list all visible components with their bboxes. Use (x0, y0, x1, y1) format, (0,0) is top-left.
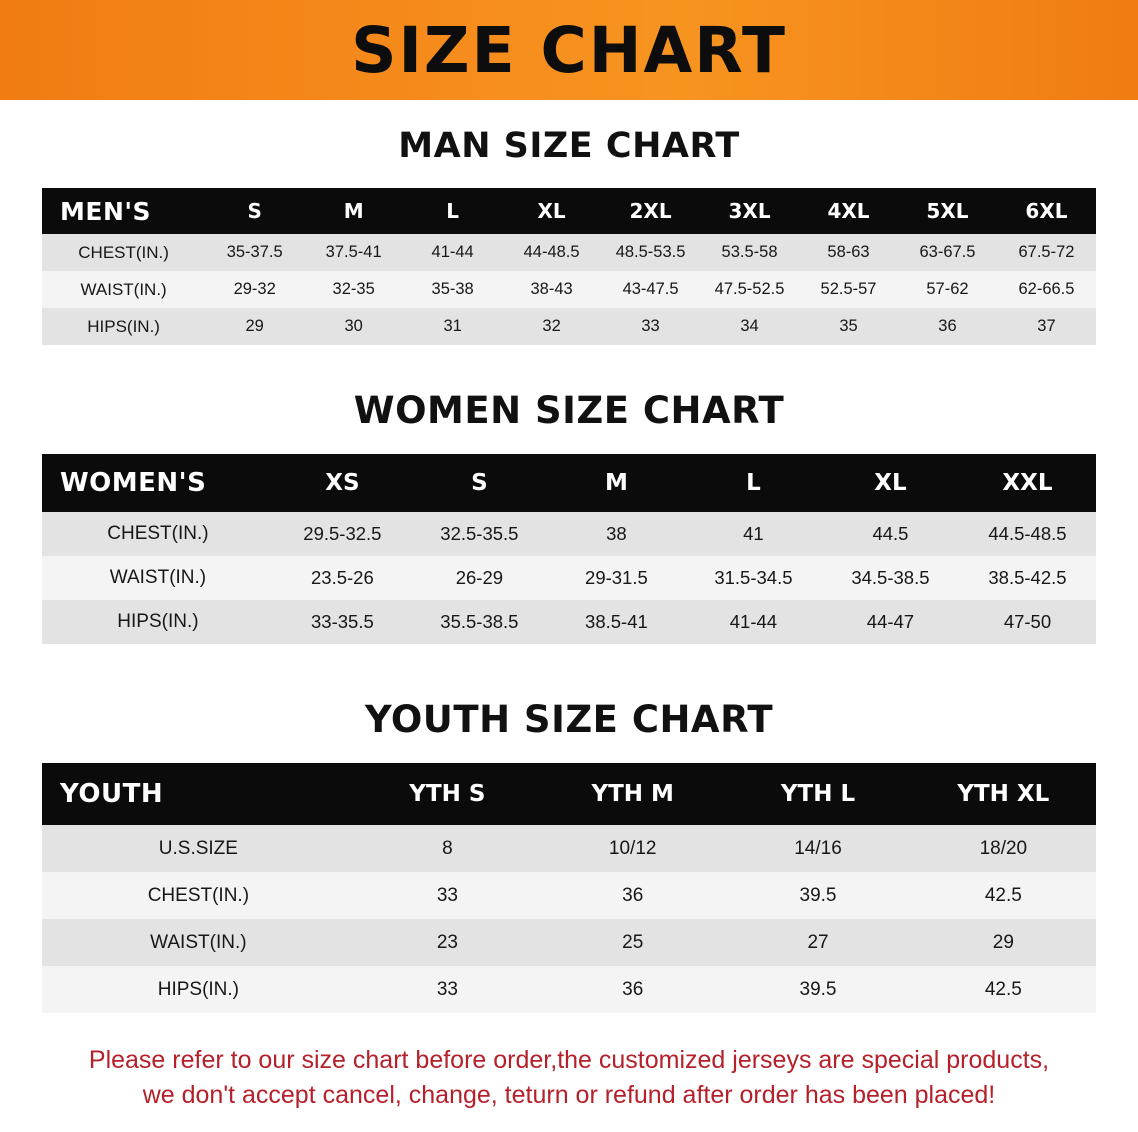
table-cell: 33 (355, 966, 540, 1013)
table-cell: 33-35.5 (274, 600, 411, 644)
table-cell: 34 (700, 308, 799, 345)
table-cell: 35 (799, 308, 898, 345)
column-header: YTH S (355, 763, 540, 825)
column-header: YTH L (725, 763, 910, 825)
banner (0, 0, 1138, 100)
row-label: U.S.SIZE (42, 825, 355, 872)
table-cell: 47.5-52.5 (700, 271, 799, 308)
table-cell: 23.5-26 (274, 556, 411, 600)
column-header: 4XL (799, 188, 898, 234)
table-cell: 42.5 (911, 966, 1096, 1013)
column-header: WOMEN'S (42, 454, 274, 512)
column-header: YTH M (540, 763, 725, 825)
table-cell: 44-48.5 (502, 234, 601, 271)
column-header: YOUTH (42, 763, 355, 825)
table-cell: 38 (548, 512, 685, 556)
table-cell: 32 (502, 308, 601, 345)
table-cell: 23 (355, 919, 540, 966)
row-label: WAIST(IN.) (42, 556, 274, 600)
table-cell: 62-66.5 (997, 271, 1096, 308)
column-header: XS (274, 454, 411, 512)
row-label: HIPS(IN.) (42, 600, 274, 644)
column-header: XXL (959, 454, 1096, 512)
column-header: 3XL (700, 188, 799, 234)
column-header: YTH XL (911, 763, 1096, 825)
table-header-row (42, 454, 1096, 512)
table-cell: 14/16 (725, 825, 910, 872)
table-cell: 38.5-41 (548, 600, 685, 644)
column-header: M (304, 188, 403, 234)
table-cell: 18/20 (911, 825, 1096, 872)
table-cell: 32-35 (304, 271, 403, 308)
table-cell: 33 (355, 872, 540, 919)
table-cell: 52.5-57 (799, 271, 898, 308)
disclaimer-line-2: we don't accept cancel, change, teturn or refund after order has been placed! (142, 1080, 996, 1109)
column-header: L (403, 188, 502, 234)
table-cell: 44-47 (822, 600, 959, 644)
table-cell: 43-47.5 (601, 271, 700, 308)
table-row (42, 308, 1096, 345)
women-section-heading: WOMEN SIZE CHART (353, 389, 785, 432)
table-cell: 36 (898, 308, 997, 345)
table-cell: 44.5-48.5 (959, 512, 1096, 556)
table-header-row (42, 188, 1096, 234)
table-row (42, 600, 1096, 644)
column-header: 5XL (898, 188, 997, 234)
table-cell: 29 (205, 308, 304, 345)
youth-table-wrap (42, 763, 1096, 1013)
column-header: S (205, 188, 304, 234)
table-cell: 47-50 (959, 600, 1096, 644)
table-row (42, 825, 1096, 872)
table-cell: 42.5 (911, 872, 1096, 919)
table-cell: 41-44 (685, 600, 822, 644)
row-label: CHEST(IN.) (42, 512, 274, 556)
table-cell: 39.5 (725, 966, 910, 1013)
row-label: HIPS(IN.) (42, 966, 355, 1013)
man-table-wrap (42, 188, 1096, 345)
table-cell: 33 (601, 308, 700, 345)
table-cell: 48.5-53.5 (601, 234, 700, 271)
column-header: XL (822, 454, 959, 512)
table-cell: 31 (403, 308, 502, 345)
table-cell: 34.5-38.5 (822, 556, 959, 600)
row-label: CHEST(IN.) (42, 234, 205, 271)
disclaimer-note (40, 1043, 1098, 1112)
table-cell: 67.5-72 (997, 234, 1096, 271)
column-header: 2XL (601, 188, 700, 234)
table-cell: 58-63 (799, 234, 898, 271)
man-size-table (42, 188, 1096, 345)
table-cell: 31.5-34.5 (685, 556, 822, 600)
youth-size-table (42, 763, 1096, 1013)
disclaimer-line-1: Please refer to our size chart before order,the customized jerseys are special products, (88, 1046, 1050, 1074)
table-cell: 37.5-41 (304, 234, 403, 271)
women-size-table (42, 454, 1096, 644)
table-row (42, 872, 1096, 919)
table-cell: 29.5-32.5 (274, 512, 411, 556)
table-cell: 35-37.5 (205, 234, 304, 271)
table-row (42, 234, 1096, 271)
table-cell: 26-29 (411, 556, 548, 600)
table-cell: 38.5-42.5 (959, 556, 1096, 600)
table-row (42, 919, 1096, 966)
table-cell: 29-32 (205, 271, 304, 308)
table-cell: 41-44 (403, 234, 502, 271)
table-cell: 25 (540, 919, 725, 966)
table-cell: 41 (685, 512, 822, 556)
man-section-heading: MAN SIZE CHART (398, 126, 740, 166)
table-cell: 10/12 (540, 825, 725, 872)
table-cell: 63-67.5 (898, 234, 997, 271)
table-cell: 27 (725, 919, 910, 966)
table-cell: 53.5-58 (700, 234, 799, 271)
column-header: L (685, 454, 822, 512)
table-cell: 37 (997, 308, 1096, 345)
table-row (42, 966, 1096, 1013)
table-cell: 44.5 (822, 512, 959, 556)
table-cell: 32.5-35.5 (411, 512, 548, 556)
column-header: M (548, 454, 685, 512)
table-cell: 29-31.5 (548, 556, 685, 600)
table-row (42, 556, 1096, 600)
table-cell: 38-43 (502, 271, 601, 308)
table-cell: 30 (304, 308, 403, 345)
banner-title: SIZE CHART (351, 13, 787, 87)
table-cell: 36 (540, 966, 725, 1013)
table-cell: 8 (355, 825, 540, 872)
women-table-wrap (42, 454, 1096, 644)
row-label: HIPS(IN.) (42, 308, 205, 345)
column-header: S (411, 454, 548, 512)
youth-section-heading: YOUTH SIZE CHART (364, 698, 774, 741)
table-cell: 36 (540, 872, 725, 919)
table-row (42, 271, 1096, 308)
column-header: XL (502, 188, 601, 234)
table-row (42, 512, 1096, 556)
table-cell: 57-62 (898, 271, 997, 308)
row-label: WAIST(IN.) (42, 271, 205, 308)
column-header: MEN'S (42, 188, 205, 234)
column-header: 6XL (997, 188, 1096, 234)
table-header-row (42, 763, 1096, 825)
table-cell: 39.5 (725, 872, 910, 919)
row-label: CHEST(IN.) (42, 872, 355, 919)
row-label: WAIST(IN.) (42, 919, 355, 966)
table-cell: 35.5-38.5 (411, 600, 548, 644)
table-cell: 29 (911, 919, 1096, 966)
table-cell: 35-38 (403, 271, 502, 308)
